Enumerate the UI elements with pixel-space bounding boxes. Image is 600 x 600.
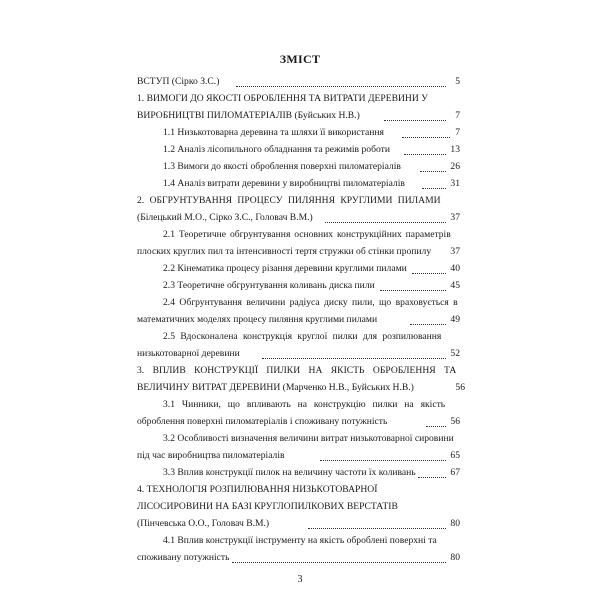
toc-entry-text: 4.1 Вплив конструкції інструменту на якість оброблені поверхні та	[163, 535, 437, 546]
toc-dot-leader	[236, 86, 446, 87]
toc-page-number: 40	[450, 263, 460, 274]
toc-page-number: 26	[450, 161, 460, 172]
toc-page-number: 52	[450, 348, 460, 359]
toc-dot-leader	[325, 222, 446, 223]
toc-page-number: 56	[455, 382, 465, 393]
toc-entry-text: (Пінчевська О.О., Головач В.М.)	[137, 518, 270, 529]
toc-entry-text: оброблення поверхні пиломатеріалів і споживану потужність	[137, 416, 388, 427]
toc-page-number: 7	[455, 110, 460, 121]
toc-entry-text: ВСТУП (Сірко З.С.)	[137, 76, 220, 87]
toc-entry-text: ВИРОБНИЦТВІ ПИЛОМАТЕРІАЛІВ (Буйських Н.В.)	[137, 110, 360, 121]
toc-page-number: 5	[455, 76, 460, 87]
toc-entry-text: 2.2 Кінематика процесу різання деревини круглими пилами	[163, 263, 407, 274]
toc-page-number: 37	[450, 212, 460, 223]
toc-page-number: 65	[450, 450, 460, 461]
toc-entry-text: плоских круглих пил та інтенсивності тертя стружки об стінки пропилу	[137, 246, 432, 257]
toc-entry-text: 4. ТЕХНОЛОГІЯ РОЗПИЛЮВАННЯ НИЗЬКОТОВАРНОЇ	[137, 484, 378, 495]
toc-dot-leader	[384, 120, 446, 121]
toc-dot-leader	[232, 562, 446, 563]
toc-page-number: 56	[450, 416, 460, 427]
toc-page-number: 45	[450, 280, 460, 291]
toc-entry-text: 1.1 Низькотоварна деревина та шляхи її використання	[163, 127, 384, 138]
toc-page-number: 37	[450, 246, 460, 257]
toc-entry-text: ЛІСОСИРОВИНИ НА БАЗІ КРУГЛОПИЛКОВИХ ВЕРСТАТІВ	[137, 501, 398, 512]
toc-entry-text: 2. ОБГРУНТУВАННЯ ПРОЦЕСУ ПИЛЯННЯ КРУГЛИМИ ПИЛАМИ	[137, 195, 441, 206]
toc-page-number: 80	[450, 518, 460, 529]
toc-entry-text: математичних моделях процесу пиляння круглими пилами	[137, 314, 378, 325]
toc-entry-text: 3.3 Вплив конструкції пилок на величину частоти їх коливань	[163, 467, 416, 478]
toc-dot-leader	[308, 528, 446, 529]
page-title: ЗМІСТ	[279, 52, 321, 66]
toc-entry-text: 2.1 Теоретичне обгрунтування основних конструкційних параметрів	[163, 229, 451, 240]
toc-entry-text: ВЕЛИЧИНУ ВИТРАТ ДЕРЕВИНИ (Марченко Н.В., Буйських Н.В.)	[137, 382, 414, 393]
toc-page-number: 13	[450, 144, 460, 155]
toc-entry-text: 3.1 Чинники, що впливають на конструкцію пилки на якість	[163, 399, 446, 410]
toc-entry-text: 1.2 Аналіз лісопильного обладнання та режимів роботи	[163, 144, 390, 155]
toc-entry-text: споживану потужність	[137, 552, 230, 563]
toc-page-number: 49	[450, 314, 460, 325]
toc-entry-text: 1.3 Вимоги до якості оброблення поверхні пиломатеріалів	[163, 161, 401, 172]
toc-dot-leader	[320, 460, 446, 461]
toc-entry-text: 1.4 Аналіз витрати деревини у виробництві пиломатеріалів	[163, 178, 405, 189]
toc-page-number: 80	[450, 552, 460, 563]
toc-entry-text: 3. ВПЛИВ КОНСТРУКЦІЇ ПИЛКИ НА ЯКІСТЬ ОБРОБЛЕННЯ ТА	[137, 365, 457, 376]
toc-entry-text: 3.2 Особливості визначення величини витрат низькотоварної сировини	[163, 433, 454, 444]
toc-page-number: 31	[450, 178, 460, 189]
toc-dot-leader	[262, 358, 446, 359]
page-number: 3	[297, 574, 303, 585]
toc-entry-text: 2.4 Обгрунтування величини радіуса диску пили, що враховується в	[163, 297, 458, 308]
toc-entry-text: 2.3 Теоретичне обгрунтування коливань диска пили	[163, 280, 375, 291]
toc-entry-text: низькотоварної деревини	[137, 348, 240, 359]
toc-dot-leader	[380, 290, 446, 291]
toc-page-number: 7	[455, 127, 460, 138]
toc-entry-text: під час виробництва пиломатеріалів	[137, 450, 285, 461]
toc-entry-text: 1. ВИМОГИ ДО ЯКОСТІ ОБРОБЛЕННЯ ТА ВИТРАТИ ДЕРЕВИНИ У	[137, 93, 428, 104]
toc-entry-text: 2.5 Вдосконалена конструкція круглої пилки для розпилювання	[163, 331, 442, 342]
toc-entry-text: (Білецький М.О., Сірко З.С., Головач В.М.)	[137, 212, 313, 223]
toc-page-number: 67	[450, 467, 460, 478]
